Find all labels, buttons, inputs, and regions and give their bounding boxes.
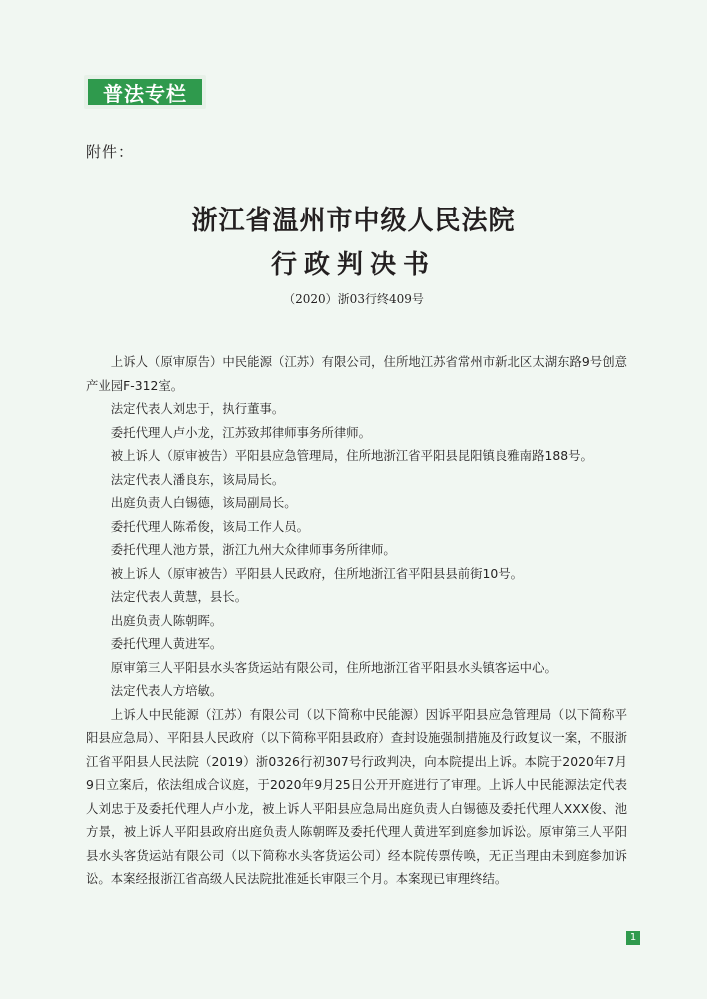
paragraph-bureau-agent-2: 委托代理人池方景，浙江九州大众律师事务所律师。 [110,542,396,557]
paragraph-bureau-court-officer: 出庭负责人白锡德，该局副局长。 [110,495,297,510]
paragraph-case-history: 上诉人中民能源（江苏）有限公司（以下简称中民能源）因诉平阳县应急管理局（以下简称平阳县应急局）、平阳县人民政府（以下简称平阳县政府）查封设施强制措施及行政复议一案，不服浙江省平阳县人民法院（2019）浙0326行初307号行政判决，向本院提出上诉。本院于2020年7月9日立案后，依法组成合议庭，于2020年9月25日公开开庭进行了审理。上诉人中民能源法定代表人刘忠于及委托代理人卢小龙，被上诉人平阳县应急局出庭负责人白锡德及委托代理人XXX俊、池方景，被上诉人平阳县政府出庭负责人陈朝晖及委托代理人黄进军到庭参加诉讼。原审第三人平阳县水头客货运站有限公司（以下简称水头客货运公司）经本院传票传唤，无正当理由未到庭参加诉讼。本案经报浙江省高级人民法院批准延长审限三个月。本案现已审理终结。 [86,706,627,886]
paragraph-third-party-representative: 法定代表人方培敏。 [110,683,223,698]
paragraph-appellant: 上诉人（原审原告）中民能源（江苏）有限公司，住所地江苏省常州市新北区太湖东路9号创意产业园F-312室。 [86,354,627,393]
column-badge-fill [88,79,202,105]
case-number: （2020）浙03行终409号 [283,292,424,306]
column-badge [84,75,206,109]
court-name: 浙江省温州市中级人民法院 [191,206,516,236]
paragraph-third-party: 原审第三人平阳县水头客货运站有限公司，住所地浙江省平阳县水头镇客运中心。 [110,659,557,675]
paragraph-government-representative: 法定代表人黄慧，县长。 [110,589,248,604]
attachment-label: 附件： [86,143,135,161]
paragraph-government-agent: 委托代理人黄进军。 [110,636,223,651]
paragraph-appellant-agent: 委托代理人卢小龙，江苏致邦律师事务所律师。 [110,424,371,440]
column-badge-label: 普法专栏 [103,81,187,106]
page-number: 1 [626,931,640,945]
judgment-body [86,350,627,891]
paragraph-bureau-agent-1: 委托代理人陈希俊，该局工作人员。 [110,518,310,534]
paragraph-appellee-emergency-bureau: 被上诉人（原审被告）平阳县应急管理局，住所地浙江省平阳县昆阳镇良雅南路188号。 [110,448,593,463]
paragraph-government-court-officer: 出庭负责人陈朝晖。 [110,612,223,628]
document-type-title: 行政判决书 [270,250,436,280]
paragraph-appellee-county-government: 被上诉人（原审被告）平阳县人民政府，住所地浙江省平阳县县前街10号。 [110,565,524,581]
paragraph-bureau-representative: 法定代表人潘良东，该局局长。 [110,471,285,487]
paragraph-appellant-representative: 法定代表人刘忠于，执行董事。 [110,401,285,416]
